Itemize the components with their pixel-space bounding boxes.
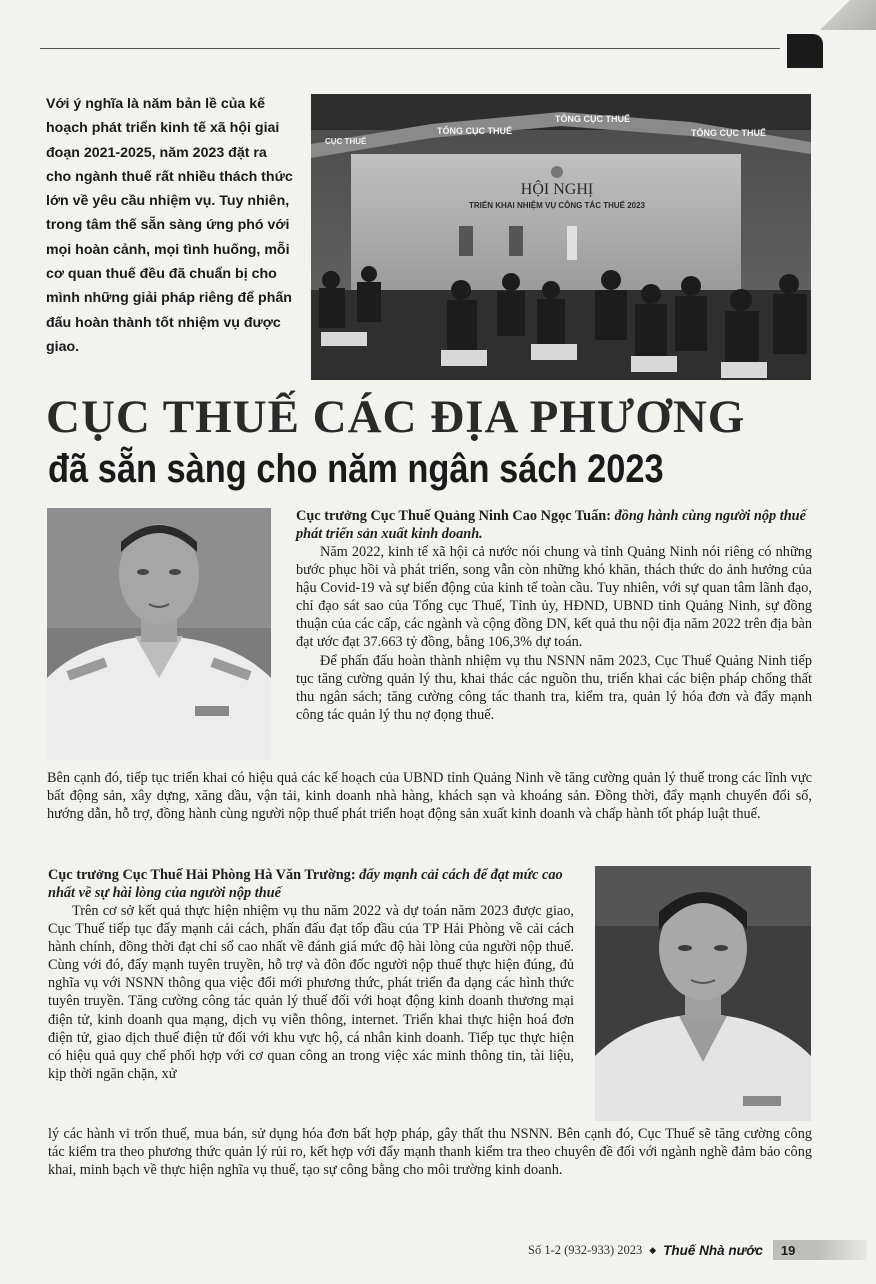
page-footer [528, 1240, 867, 1260]
section-marker [787, 34, 823, 68]
portrait-quang-ninh-director [47, 508, 271, 760]
headline-line-1: CỤC THUẾ CÁC ĐỊA PHƯƠNG [46, 391, 746, 443]
section-1-paragraph-1: Năm 2022, kinh tế xã hội cả nước nói chung và tỉnh Quảng Ninh nói riêng có những bước phục hồi và phát triển, song vẫn còn những khó khăn, thách thức do ảnh hưởng của hậu Covid-19 và sự biến động của kinh tế toàn cầu. Tuy nhiên, với sự quan tâm lãnh đạo, chỉ đạo sát sao của Tổng cục Thuế, Tỉnh ủy, HĐND, UBND tỉnh Quảng Ninh, sự đồng thuận của các cấp, các ngành và cộng đồng DN, kết quả thu nội địa năm 2022 trên địa bàn đạt ước đạt 37.663 tỷ đồng, bằng 106,3% dự toán. [296, 544, 812, 651]
banner-text-3: TỔNG CỤC THUẾ [691, 128, 766, 138]
header-rule [40, 48, 780, 49]
portrait-hai-phong-director [595, 866, 811, 1121]
section-1-lead-name: Cục trưởng Cục Thuế Quảng Ninh Cao Ngọc Tuấn: [296, 508, 611, 524]
intro-paragraph: Với ý nghĩa là năm bản lề của kế hoạch phát triển kinh tế xã hội giai đoạn 2021-2025, năm 2023 đặt ra cho ngành thuế rất nhiều thách thức lớn về yêu cầu nhiệm vụ. Tuy nhiên, trong tâm thế sẵn sàng ứng phó với mọi hoàn cảnh, mọi tình huống, mỗi cơ quan thuế đều đã chuẩn bị cho mình những giải pháp riêng để phấn đấu hoàn thành tốt nhiệm vụ được giao. [46, 96, 293, 355]
section-hai-phong-top [48, 866, 574, 1083]
section-quang-ninh-top [296, 507, 812, 724]
section-1-paragraph-2: Để phấn đấu hoàn thành nhiệm vụ thu NSNN năm 2023, Cục Thuế Quảng Ninh tiếp tục tăng cường quản lý thu, khai thác các nguồn thu, triển khai các biện pháp chống thất thu ngân sách; tăng cường công tác thanh tra, kiểm tra, quản lý hóa đơn và đẩy mạnh công tác quản lý thu nợ đọng thuế. [296, 652, 812, 723]
banner-left-text: CỤC THUẾ [325, 137, 367, 146]
magazine-name: Thuế Nhà nước [663, 1242, 763, 1258]
footer-bar [817, 1240, 867, 1260]
section-1-lead [296, 507, 812, 543]
section-2-lead-quote: đẩy mạnh cải cách để đạt mức cao nhất về sự hài lòng của người nộp thuế [48, 867, 563, 901]
footer-separator: ◆ [649, 1244, 657, 1255]
banner-text-1: TỔNG CỤC THUẾ [437, 126, 512, 136]
screen-heading: HỘI NGHỊ [520, 181, 594, 198]
page-number: 19 [773, 1240, 817, 1260]
section-hai-phong-bottom [48, 1125, 812, 1179]
section-1-paragraph-3: Bên cạnh đó, tiếp tục triển khai có hiệu quả các kế hoạch của UBND tỉnh Quảng Ninh về tăng cường quản lý thuế trong các lĩnh vực bất động sản, xây dựng, xăng dầu, vận tải, kinh doanh nhà hàng, khách sạn và khoáng sản. Đồng thời, đẩy mạnh chuyển đổi số, hướng dẫn, hỗ trợ, đồng hành cùng người nộp thuế phát triển hoạt động sản xuất kinh doanh và chấp hành tốt pháp luật thuế. [47, 770, 812, 823]
section-quang-ninh-bottom [47, 769, 812, 823]
section-2-lead [48, 866, 574, 902]
headline-line-2: đã sẵn sàng cho năm ngân sách 2023 [48, 447, 664, 491]
issue-number: Số 1-2 (932-933) 2023 [528, 1242, 643, 1257]
section-2-lead-name: Cục trưởng Cục Thuế Hải Phòng Hà Văn Trường: [48, 867, 356, 883]
section-1-lead-quote: đồng hành cùng người nộp thuế phát triển sản xuất kinh doanh. [296, 508, 806, 542]
screen-subheading: TRIỂN KHAI NHIỆM VỤ CÔNG TÁC THUẾ 2023 [468, 201, 646, 210]
conference-photo [311, 94, 811, 380]
page-corner-shade [812, 0, 876, 30]
section-2-paragraph-1: Trên cơ sở kết quả thực hiện nhiệm vụ thu năm 2022 và dự toán năm 2023 được giao, Cục Thuế tiếp tục đẩy mạnh cải cách, phấn đấu đạt tốp đầu của TP Hải Phòng về cải cách hành chính, đồng thời đạt chỉ số cao nhất về đánh giá mức độ hài lòng của người nộp thuế. Cùng với đó, đẩy mạnh tuyên truyền, hỗ trợ và đôn đốc người nộp thuế thực hiện đúng, đủ nghĩa vụ với NSNN thông qua việc đổi mới phương thức, phát triển đa dạng các hình thức tuyên truyền. Tăng cường công tác quản lý thuế đối với hoạt động kinh doanh thương mại điện tử, kinh doanh qua mạng, dịch vụ viễn thông, internet. Triển khai thực hiện hoá đơn điện tử, giao dịch thuế điện tử đối với khu vực hộ, cá nhân kinh doanh. Tiếp tục thực hiện có hiệu quả quy chế phối hợp với cơ quan công an trong việc xác minh thông tin, tài liệu, kịp thời ngăn chặn, xử [48, 903, 574, 1082]
banner-text-2: TỔNG CỤC THUẾ [555, 114, 630, 124]
section-2-paragraph-2: lý các hành vi trốn thuế, mua bán, sử dụng hóa đơn bất hợp pháp, gây thất thu NSNN. Bên cạnh đó, Cục Thuế sẽ tăng cường công tác kiểm tra theo phương thức quản lý rủi ro, kết hợp với đẩy mạnh thanh kiểm tra theo chuyên đề đối với ngành nghề đảm bảo công khai, minh bạch về thực hiện nghĩa vụ thuế, tạo sự công bằng cho môi trường kinh doanh. [48, 1126, 812, 1179]
